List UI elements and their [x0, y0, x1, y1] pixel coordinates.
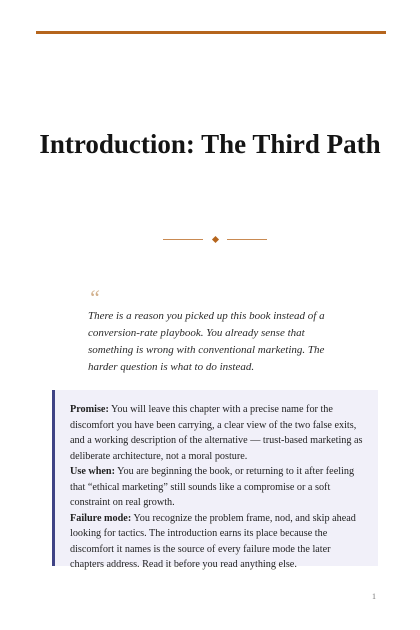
epigraph	[88, 285, 350, 376]
quote-mark-icon: “	[88, 285, 101, 310]
chapter-title: Introduction: The Third Path	[39, 129, 381, 159]
title-ornament	[163, 233, 267, 245]
ornament-line-right	[227, 239, 267, 240]
callout-text-use-when: You are beginning the book, or returning to it after feeling that “ethical marketing” still sounds like a compromise or a soft constraint on real growth.	[70, 466, 355, 508]
callout-failure-mode	[70, 511, 366, 573]
callout-label-failure-mode: Failure mode:	[70, 512, 132, 524]
callout-label-promise: Promise:	[70, 404, 109, 415]
callout-text-promise: You will leave this chapter with a precise name for the discomfort you have been carrying, a clear view of the two false exits, and a working description of the alternative — trust-based marketing as deliberate architecture, not a moral posture.	[70, 404, 363, 462]
callout-label-use-when: Use when:	[70, 466, 115, 477]
top-rule	[36, 31, 386, 34]
chapter-callout-box	[52, 390, 378, 570]
page-number: 1	[372, 592, 376, 601]
callout-promise	[70, 402, 366, 464]
callout-text-failure-mode: You recognize the problem frame, nod, and skip ahead looking for tactics. The introduction earns its place because the discomfort it names is the source of every failure mode the later chapters address. Read it before you read anything else.	[70, 512, 356, 570]
ornament-line-left	[163, 239, 203, 240]
epigraph-text: There is a reason you picked up this book instead of a conversion-rate playbook. You already sense that something is wrong with conventional marketing. The harder question is what to do instead.	[88, 310, 325, 373]
callout-use-when	[70, 464, 366, 511]
diamond-icon	[211, 235, 218, 242]
